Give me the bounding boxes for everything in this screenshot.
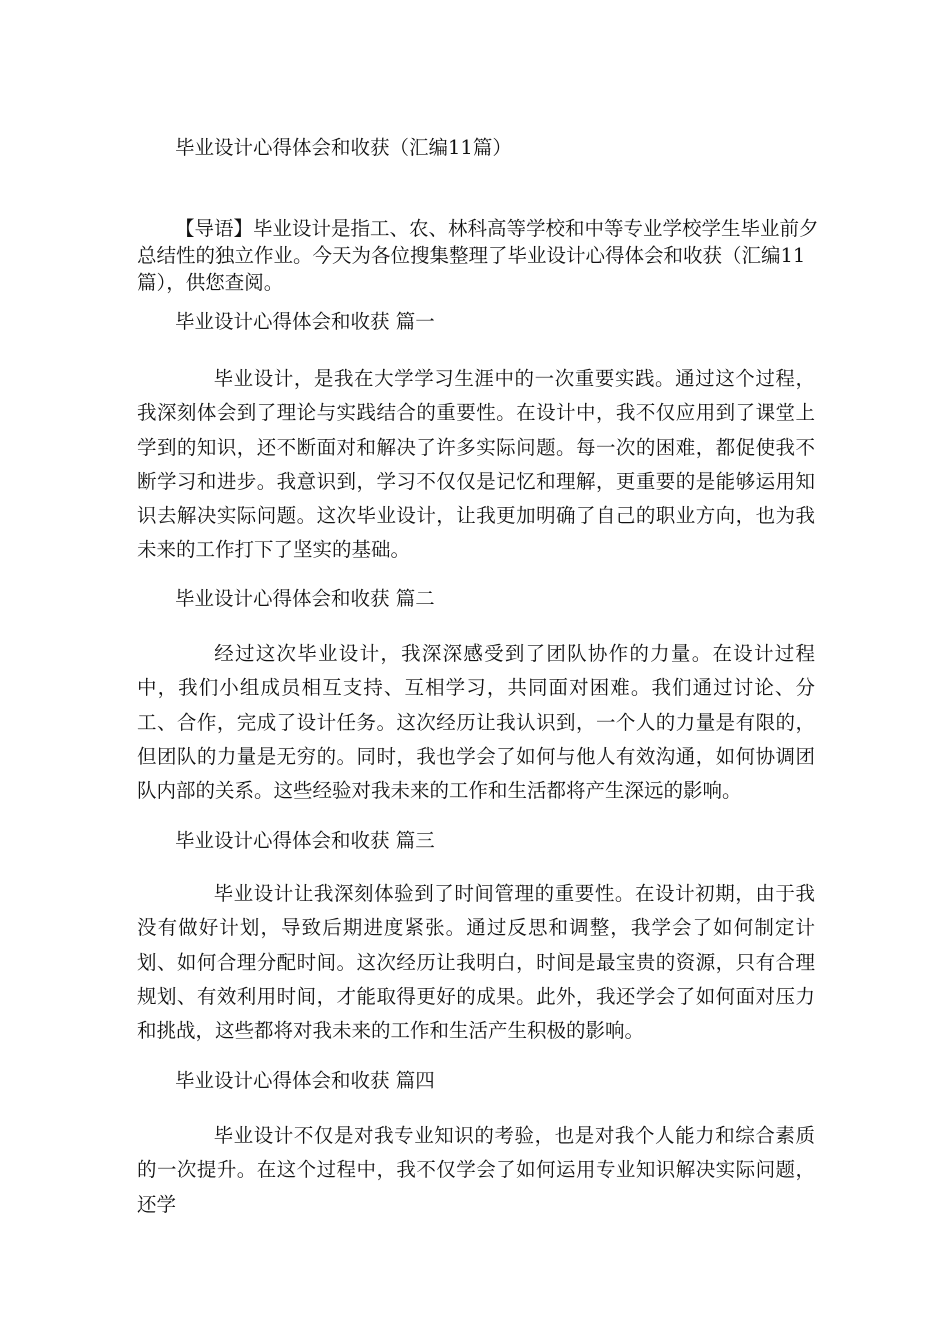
section-heading-2: 毕业设计心得体会和收获 篇二 [175,587,435,610]
section-heading-1: 毕业设计心得体会和收获 篇一 [175,310,435,333]
section-heading-4: 毕业设计心得体会和收获 篇四 [175,1069,435,1092]
section-body-2 [137,637,815,808]
section-body-1 [137,362,815,568]
section-text-2: 经过这次毕业设计，我深深感受到了团队协作的力量。在设计过程中，我们小组成员相互支持、互相学习，共同面对困难。我们通过讨论、分工、合作，完成了设计任务。这次经历让我认识到，一个人的力量是有限的，但团队的力量是无穷的。同时，我也学会了如何与他人有效沟通，如何协调团队内部的关系。这些经验对我未来的工作和生活都将产生深远的影响。 [137,642,815,803]
intro-text: 【导语】毕业设计是指工、农、林科高等学校和中等专业学校学生毕业前夕总结性的独立作业。今天为各位搜集整理了毕业设计心得体会和收获（汇编11篇），供您查阅。 [137,217,819,294]
document-title: 毕业设计心得体会和收获（汇编11篇） [175,136,512,159]
section-heading-3: 毕业设计心得体会和收获 篇三 [175,829,435,852]
section-body-3 [137,877,815,1048]
section-text-4: 毕业设计不仅是对我专业知识的考验，也是对我个人能力和综合素质的一次提升。在这个过程中，我不仅学会了如何运用专业知识解决实际问题，还学 [137,1124,815,1216]
section-text-1: 毕业设计，是我在大学学习生涯中的一次重要实践。通过这个过程，我深刻体会到了理论与实践结合的重要性。在设计中，我不仅应用到了课堂上学到的知识，还不断面对和解决了许多实际问题。每一次的困难，都促使我不断学习和进步。我意识到，学习不仅仅是记忆和理解，更重要的是能够运用知识去解决实际问题。这次毕业设计，让我更加明确了自己的职业方向，也为我未来的工作打下了坚实的基础。 [137,367,815,562]
document-intro [137,215,827,296]
section-text-3: 毕业设计让我深刻体验到了时间管理的重要性。在设计初期，由于我没有做好计划，导致后期进度紧张。通过反思和调整，我学会了如何制定计划、如何合理分配时间。这次经历让我明白，时间是最宝贵的资源，只有合理规划、有效利用时间，才能取得更好的成果。此外，我还学会了如何面对压力和挑战，这些都将对我未来的工作和生活产生积极的影响。 [137,882,815,1043]
section-body-4 [137,1119,815,1222]
